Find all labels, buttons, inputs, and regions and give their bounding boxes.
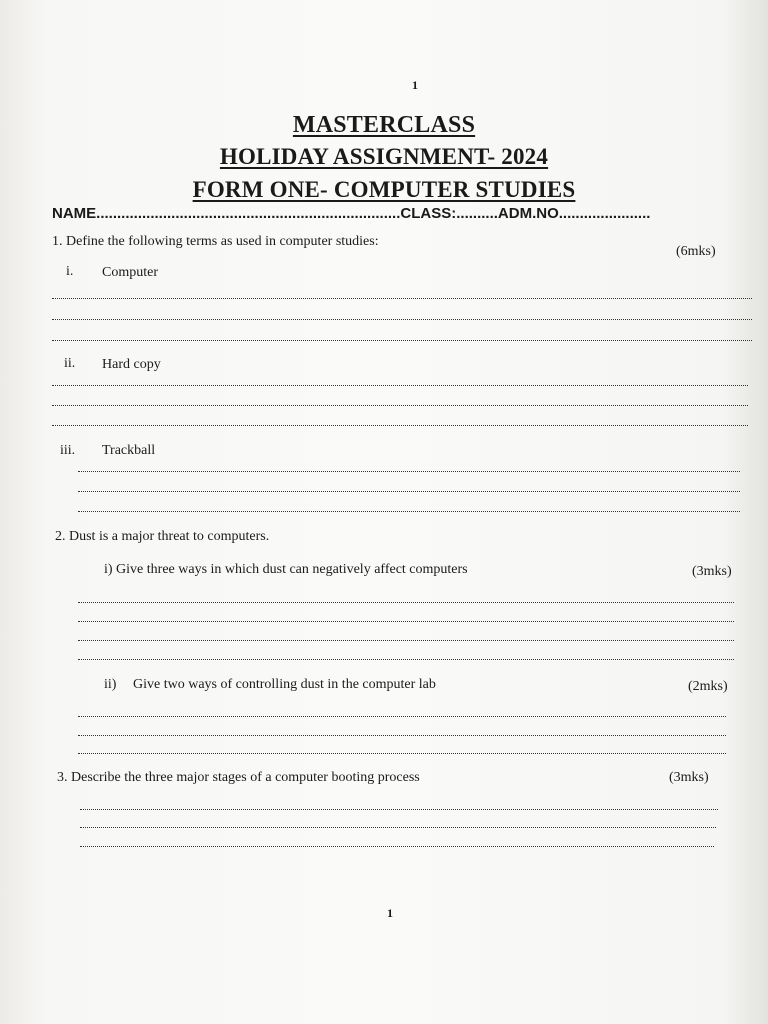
class-field[interactable]: CLASS:..........: [400, 205, 498, 222]
answer-line[interactable]: [78, 753, 726, 754]
subject-title: FORM ONE- COMPUTER STUDIES: [192, 177, 576, 202]
question-2-i-marks: (3mks): [692, 564, 732, 579]
question-2-ii-text: Give two ways of controlling dust in the computer lab: [133, 677, 436, 692]
q1-ii-numeral: ii.: [64, 356, 76, 371]
answer-line[interactable]: [52, 298, 752, 299]
answer-line[interactable]: [78, 602, 734, 603]
school-name: MASTERCLASS: [292, 112, 476, 138]
answer-line[interactable]: [80, 809, 718, 810]
answer-line[interactable]: [52, 340, 752, 341]
question-1-text: 1. Define the following terms as used in computer studies:: [52, 234, 379, 249]
answer-line[interactable]: [78, 471, 740, 472]
adm-number-field[interactable]: ADM.NO......................: [497, 205, 651, 222]
answer-line[interactable]: [52, 425, 748, 426]
answer-line[interactable]: [52, 405, 748, 406]
answer-line[interactable]: [80, 846, 714, 847]
name-field[interactable]: NAME.........................................................................: [52, 205, 401, 222]
question-1-marks: (6mks): [676, 244, 716, 259]
question-2-text: 2. Dust is a major threat to computers.: [55, 529, 270, 544]
question-2-ii-marks: (2mks): [688, 679, 728, 694]
answer-line[interactable]: [52, 319, 752, 320]
answer-line[interactable]: [78, 511, 740, 512]
answer-line[interactable]: [78, 640, 734, 641]
answer-line[interactable]: [78, 735, 726, 736]
question-3-text: 3. Describe the three major stages of a computer booting process: [57, 770, 420, 785]
question-2-ii-numeral: ii): [104, 677, 117, 692]
assignment-title: HOLIDAY ASSIGNMENT- 2024: [219, 144, 549, 169]
question-3-marks: (3mks): [669, 770, 709, 785]
q1-i-term: Computer: [102, 265, 158, 280]
answer-line[interactable]: [78, 491, 740, 492]
answer-line[interactable]: [78, 659, 734, 660]
question-2-i-text: i) Give three ways in which dust can negatively affect computers: [104, 562, 468, 577]
q1-iii-numeral: iii.: [60, 443, 76, 458]
q1-iii-term: Trackball: [102, 443, 156, 458]
answer-line[interactable]: [80, 827, 716, 828]
answer-line[interactable]: [78, 716, 726, 717]
answer-line[interactable]: [78, 621, 734, 622]
student-info-line: [52, 205, 712, 222]
q1-i-numeral: i.: [66, 264, 74, 279]
answer-line[interactable]: [52, 385, 748, 386]
page-number-bottom: 1: [387, 906, 393, 920]
page-number-top: 1: [412, 78, 418, 92]
q1-ii-term: Hard copy: [102, 357, 161, 372]
